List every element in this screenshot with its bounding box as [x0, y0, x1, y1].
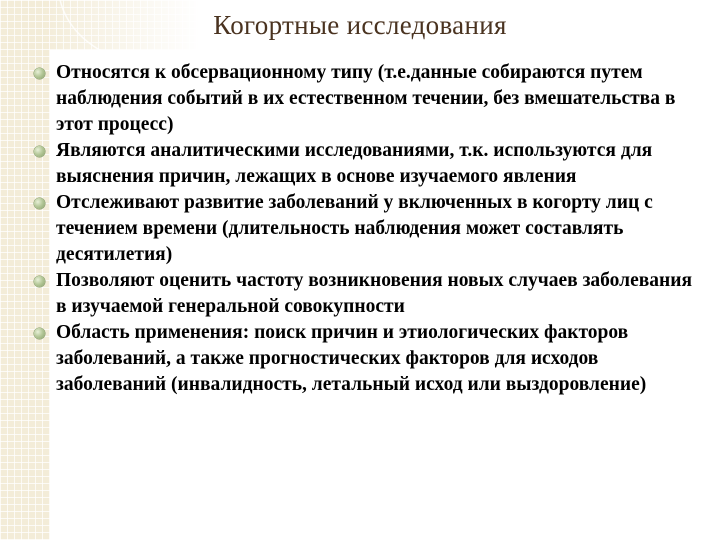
bullet-text: Позволяют оценить частоту возникновения новых случаев заболевания в изучаемой генеральной совокупности — [56, 270, 693, 317]
bullet-text: Относятся к обсервационному типу (т.е.данные собираются путем наблюдения событий в их естественном течении, без вмешательства в этот процесс) — [56, 62, 676, 135]
bullet-text: Отслеживают развитие заболеваний у включенных в когорту лиц с течением времени (длительность наблюдения может составлять десятилетия) — [56, 192, 653, 265]
bullet-item — [34, 268, 704, 320]
bullet-item — [34, 138, 704, 190]
bullet-item — [34, 320, 704, 398]
bullet-text: Являются аналитическими исследованиями, т.к. используются для выяснения причин, лежащих в основе изучаемого явления — [56, 140, 653, 187]
bullet-icon — [34, 328, 45, 339]
bullet-item — [34, 190, 704, 268]
bullet-icon — [34, 276, 45, 287]
bullet-text: Область применения: поиск причин и этиологических факторов заболеваний, а также прогностических факторов для исходов заболеваний (инвалидность, летальный исход или выздоровление) — [56, 322, 647, 395]
bullet-item — [34, 60, 704, 138]
bullet-list — [34, 60, 704, 398]
bullet-icon — [34, 146, 45, 157]
bullet-icon — [34, 68, 45, 79]
bullet-icon — [34, 198, 45, 209]
slide-title: Когортные исследования — [213, 10, 507, 40]
